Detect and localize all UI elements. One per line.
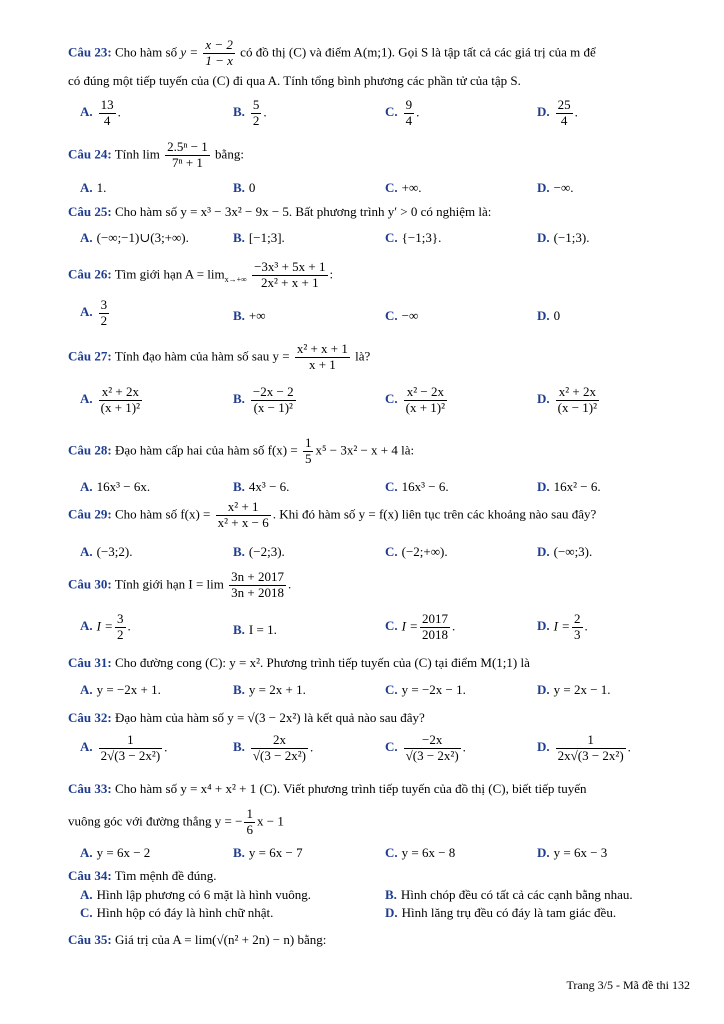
question-29: Câu 29: Cho hàm số f(x) = $\frac{\text{x² + 1}}{\text{x² + x − 6}}$ . Khi đó hàm số y = f(x) liên tục trên các khoảng nào sau đây? [68, 499, 597, 530]
question-33: Câu 33: Cho hàm số y = x⁴ + x² + 1 (C). Viết phương trình tiếp tuyến của đồ thị (C), biết tiếp tuyến [68, 781, 587, 796]
answer-a: A. $\frac{13}{4}$ . [80, 97, 121, 128]
question-27: Câu 27: Tính đạo hàm của hàm số sau y = $\frac{\text{x² + x + 1}}{x + 1}$ là? [68, 341, 371, 372]
fraction: $\frac{x - 2}{1 - x}$ [205, 37, 233, 68]
answer-d: D. −∞. [537, 180, 574, 195]
answer-b: B. [−1;3]. [233, 230, 285, 245]
answer-d: D. (−1;3). [537, 230, 590, 245]
answer-a: A. Hình lập phương có 6 mặt là hình vuông. [80, 887, 311, 902]
question-30: Câu 30: Tính giới hạn I = lim $\frac{3n + 2017}{3n + 2018}$ . [68, 569, 292, 600]
answer-c: C. (−2;+∞). [385, 544, 448, 559]
answer-b: B. Hình chóp đều có tất cả các cạnh bằng nhau. [385, 887, 633, 902]
answer-d: D. (−∞;3). [537, 544, 593, 559]
question-33-line-2: vuông góc với đường thẳng y = − $\frac{1}{6}$ x − 1 [68, 806, 284, 837]
answer-d: D. $\frac{25}{4}$ . [537, 97, 578, 128]
answer-c: C. $\frac{-2x}{\text{√(3 − 2x²)}}$ . [385, 732, 466, 763]
answer-a: A. 16x³ − 6x. [80, 479, 151, 494]
answer-b: B. 0 [233, 180, 256, 195]
answer-c: C. {−1;3}. [385, 230, 442, 245]
answer-b: B. +∞ [233, 308, 266, 323]
answer-a: A. (−3;2). [80, 544, 133, 559]
answer-a: A. $\frac{\text{x² + 2x}}{\text{(x + 1)²}}$ [80, 384, 141, 415]
question-34: Câu 34: Tìm mệnh đề đúng. [68, 868, 217, 883]
answer-c: C. $\frac{\text{x² − 2x}}{\text{(x + 1)²}}$ [385, 384, 446, 415]
answer-c: C. Hình hộp có đáy là hình chữ nhật. [80, 905, 274, 920]
answer-d: D. 16x² − 6. [537, 479, 601, 494]
answer-b: B. 4x³ − 6. [233, 479, 290, 494]
answer-c: C. y = −2x − 1. [385, 682, 466, 697]
answer-d: D. y = 6x − 3 [537, 845, 608, 860]
question-24: Câu 24: Tính lim $\frac{\text{2.5ⁿ − 1}}{\text{7ⁿ + 1}}$ bằng: [68, 139, 244, 170]
answer-c: C. y = 6x − 8 [385, 845, 456, 860]
answer-d: D. Hình lăng trụ đều có đáy là tam giác đều. [385, 905, 617, 920]
answer-a: A. $\frac{1}{\text{2√(3 − 2x²)}}$ . [80, 732, 168, 763]
answer-c: C. $\frac{9}{4}$ . [385, 97, 420, 128]
answer-b: B. $\frac{2x}{\text{√(3 − 2x²)}}$ . [233, 732, 314, 763]
question-label: Câu 23: [68, 44, 112, 60]
answer-b: B. $\frac{-2x - 2}{\text{(x − 1)²}}$ [233, 384, 294, 415]
answer-d: D. $\frac{\text{x² + 2x}}{\text{(x − 1)²}}$ [537, 384, 598, 415]
page-footer: Trang 3/5 - Mã đề thi 132 [566, 978, 690, 992]
question-26: Câu 26: Tìm giới hạn $A = \lim_{x\to+\infty}$ $\frac{\text{−3x³ + 5x + 1}}{\text{2x² + x + 1}}$ : [68, 259, 334, 290]
answer-a: A. I = $\frac{3}{2}$ . [80, 611, 131, 642]
answer-a: A. 1. [80, 180, 107, 195]
answer-b: B. $\frac{5}{2}$ . [233, 97, 267, 128]
answer-c: C. −∞ [385, 308, 419, 323]
answer-d: D. y = 2x − 1. [537, 682, 611, 697]
question-31: Câu 31: Cho đường cong (C): y = x². Phương trình tiếp tuyến của (C) tại điểm M(1;1) là [68, 655, 530, 670]
answer-b: B. I = 1. [233, 622, 277, 637]
answer-a: A. y = 6x − 2 [80, 845, 151, 860]
answer-d: D. I = $\frac{2}{3}$ . [537, 611, 588, 642]
answer-c: C. +∞. [385, 180, 422, 195]
question-23-line-2: có đúng một tiếp tuyến của (C) đi qua A. Tính tổng bình phương các phần tử của tập S. [68, 73, 521, 88]
question-35: Câu 35: Giá trị của A = lim(√(n² + 2n) − n) bằng: [68, 932, 327, 947]
answer-b: B. (−2;3). [233, 544, 285, 559]
answer-c: C. I = $\frac{2017}{2018}$ . [385, 611, 456, 642]
answer-b: B. y = 2x + 1. [233, 682, 306, 697]
question-28: Câu 28: Đạo hàm cấp hai của hàm số f(x) = $\frac{1}{5}$ x⁵ − 3x² − x + 4 là: [68, 435, 415, 466]
answer-d: D. 0 [537, 308, 561, 323]
answer-d: D. $\frac{1}{\text{2x√(3 − 2x²)}}$ . [537, 732, 631, 763]
question-32: Câu 32: Đạo hàm của hàm số y = √(3 − 2x²) là kết quả nào sau đây? [68, 710, 425, 725]
answer-c: C. 16x³ − 6. [385, 479, 449, 494]
answer-b: B. y = 6x − 7 [233, 845, 303, 860]
answer-a: A. (−∞;−1)∪(3;+∞). [80, 230, 189, 245]
question-23: Câu 23: Cho hàm số y = $\frac{x - 2}{1 - x}$ có đồ thị (C) và điểm A(m;1). Gọi S là tập tất cả các giá trị của m để [68, 37, 596, 68]
question-25: Câu 25: Cho hàm số y = x³ − 3x² − 9x − 5. Bất phương trình y′ > 0 có nghiệm là: [68, 204, 492, 219]
answer-a: A. $\frac{3}{2}$ [80, 297, 108, 328]
answer-a: A. y = −2x + 1. [80, 682, 161, 697]
